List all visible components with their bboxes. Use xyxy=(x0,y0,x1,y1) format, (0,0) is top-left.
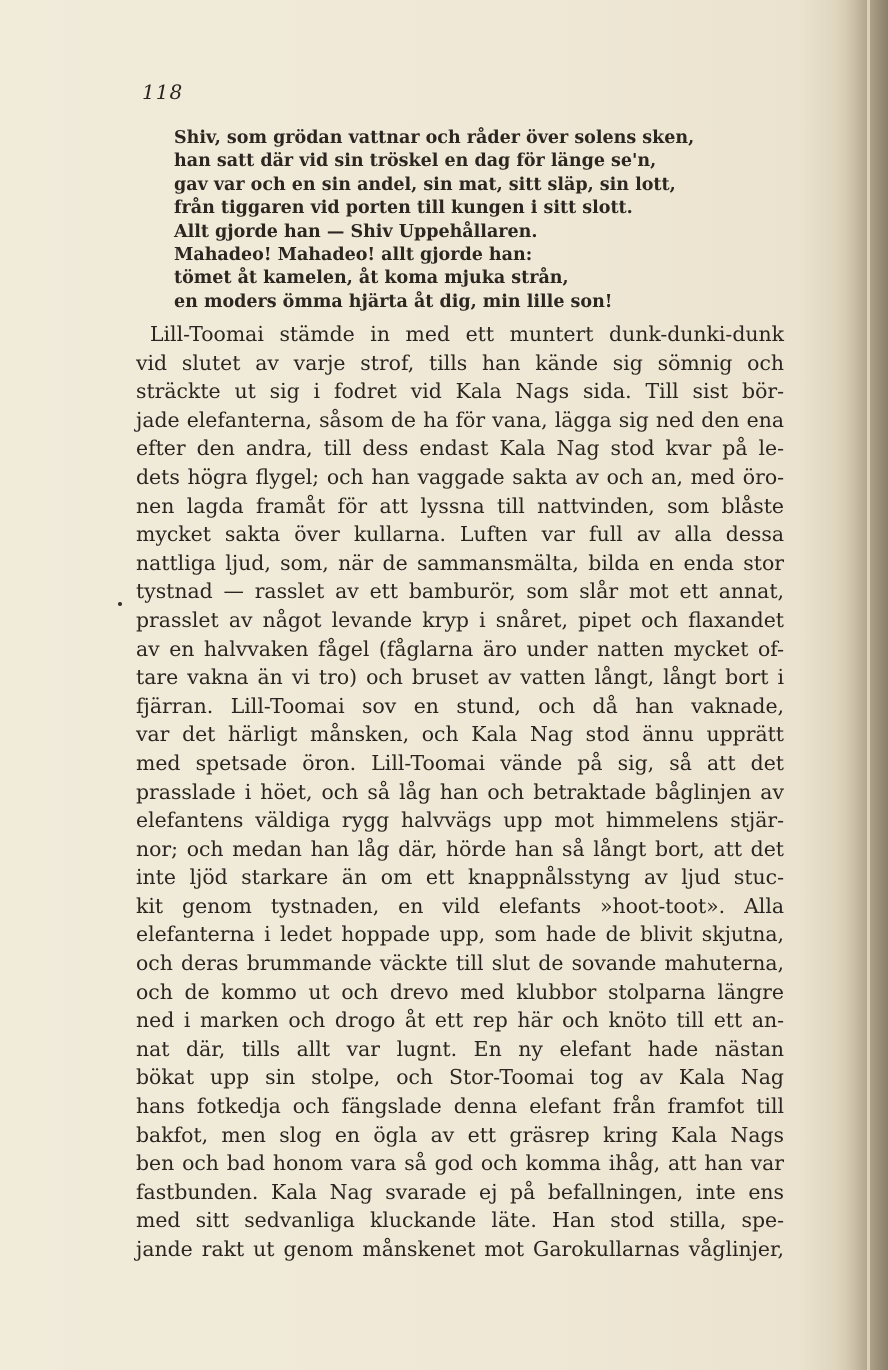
prose-line: bökat upp sin stolpe, och Stor-Toomai tog av Kala Nag xyxy=(136,1065,784,1090)
poem-line: Allt gjorde han — Shiv Uppehållaren. xyxy=(174,221,538,242)
prose-line: med spetsade öron. Lill-Toomai vände på sig, så att det xyxy=(136,750,784,775)
poem-line: gav var och en sin andel, sin mat, sitt släp, sin lott, xyxy=(174,174,676,195)
poem-line: han satt där vid sin tröskel en dag för länge se'n, xyxy=(174,151,657,172)
prose-line: vid slutet av varje strof, tills han kände sig sömnig och xyxy=(136,350,784,375)
prose-line: fastbunden. Kala Nag svarade ej på befallningen, inte ens xyxy=(136,1179,784,1204)
prose-line: elefanterna i ledet hoppade upp, som hade de blivit skjutna, xyxy=(136,922,784,947)
prose-line: prasslet av något levande kryp i snåret, pipet och flaxandet xyxy=(136,607,784,632)
prose-line: tystnad — rasslet av ett bamburör, som slår mot ett annat, xyxy=(136,579,784,604)
prose-line: sträckte ut sig i fodret vid Kala Nags sida. Till sist bör- xyxy=(136,379,784,404)
prose-line: elefantens väldiga rygg halvvägs upp mot himmelens stjär- xyxy=(136,808,784,833)
prose-line: jande rakt ut genom månskenet mot Garokullarnas våglinjer, xyxy=(136,1237,784,1261)
poem-line: en moders ömma hjärta åt dig, min lille son! xyxy=(174,291,613,312)
page-number: 118 xyxy=(142,80,184,104)
prose-line: av en halvvaken fågel (fåglarna äro under natten mycket of- xyxy=(136,636,784,661)
poem-line: Shiv, som grödan vattnar och råder över solens sken, xyxy=(174,128,695,148)
prose-line: bakfot, men slog en ögla av ett gräsrep kring Kala Nags xyxy=(136,1122,784,1147)
prose-line: ned i marken och drogo åt ett rep här och knöto till ett an- xyxy=(136,1008,784,1033)
prose-line: med sitt sedvanliga kluckande läte. Han stod stilla, spe- xyxy=(136,1208,784,1233)
prose-line: fjärran. Lill-Toomai sov en stund, och då han vaknade, xyxy=(136,693,784,718)
prose-line: tare vakna än vi tro) och bruset av vatten långt, långt bort i xyxy=(136,665,784,690)
prose-line: inte ljöd starkare än om ett knappnålsstyng av ljud stuc- xyxy=(136,865,784,890)
prose-line: prasslade i höet, och så låg han och betraktade båglinjen av xyxy=(136,779,784,804)
prose-line: nat där, tills allt var lugnt. En ny elefant hade nästan xyxy=(136,1036,784,1061)
poem-line: tömet åt kamelen, åt koma mjuka strån, xyxy=(174,268,569,289)
poem-line: från tiggaren vid porten till kungen i sitt slott. xyxy=(174,198,633,219)
prose-line: var det härligt månsken, och Kala Nag stod ännu upprätt xyxy=(136,722,784,747)
prose-line: och de kommo ut och drevo med klubbor stolparna längre xyxy=(136,979,784,1004)
poem-verse xyxy=(174,127,794,314)
prose-line: kit genom tystnaden, en vild elefants »hoot-toot». Alla xyxy=(136,893,784,918)
book-gutter-shadow xyxy=(836,0,888,1370)
prose-line: nattliga ljud, som, när de sammansmälta, bilda en enda stor xyxy=(136,550,784,575)
prose-line: nor; och medan han låg där, hörde han så långt bort, att det xyxy=(136,836,784,861)
prose-line: jade elefanterna, såsom de ha för vana, lägga sig ned den ena xyxy=(136,407,784,432)
prose-line: ben och bad honom vara så god och komma ihåg, att han var xyxy=(136,1151,784,1176)
page-edge-highlight xyxy=(867,0,870,1370)
poem-line: Mahadeo! Mahadeo! allt gjorde han: xyxy=(174,245,533,266)
prose-line: hans fotkedja och fängslade denna elefant från framfot till xyxy=(136,1094,784,1119)
prose-line: och deras brummande väckte till slut de sovande mahuterna, xyxy=(136,951,784,976)
prose-line: nen lagda framåt för att lyssna till nattvinden, som blåste xyxy=(136,493,784,518)
prose-line: Lill-Toomai stämde in med ett muntert dunk-dunki-dunk xyxy=(150,322,784,346)
prose-line: dets högra flygel; och han vaggade sakta av och an, med öro- xyxy=(136,464,784,489)
prose-paragraph xyxy=(136,320,784,1264)
ink-speck xyxy=(118,602,122,606)
prose-line: efter den andra, till dess endast Kala Nag stod kvar på le- xyxy=(136,436,784,461)
prose-line: mycket sakta över kullarna. Luften var full av alla dessa xyxy=(136,522,784,547)
